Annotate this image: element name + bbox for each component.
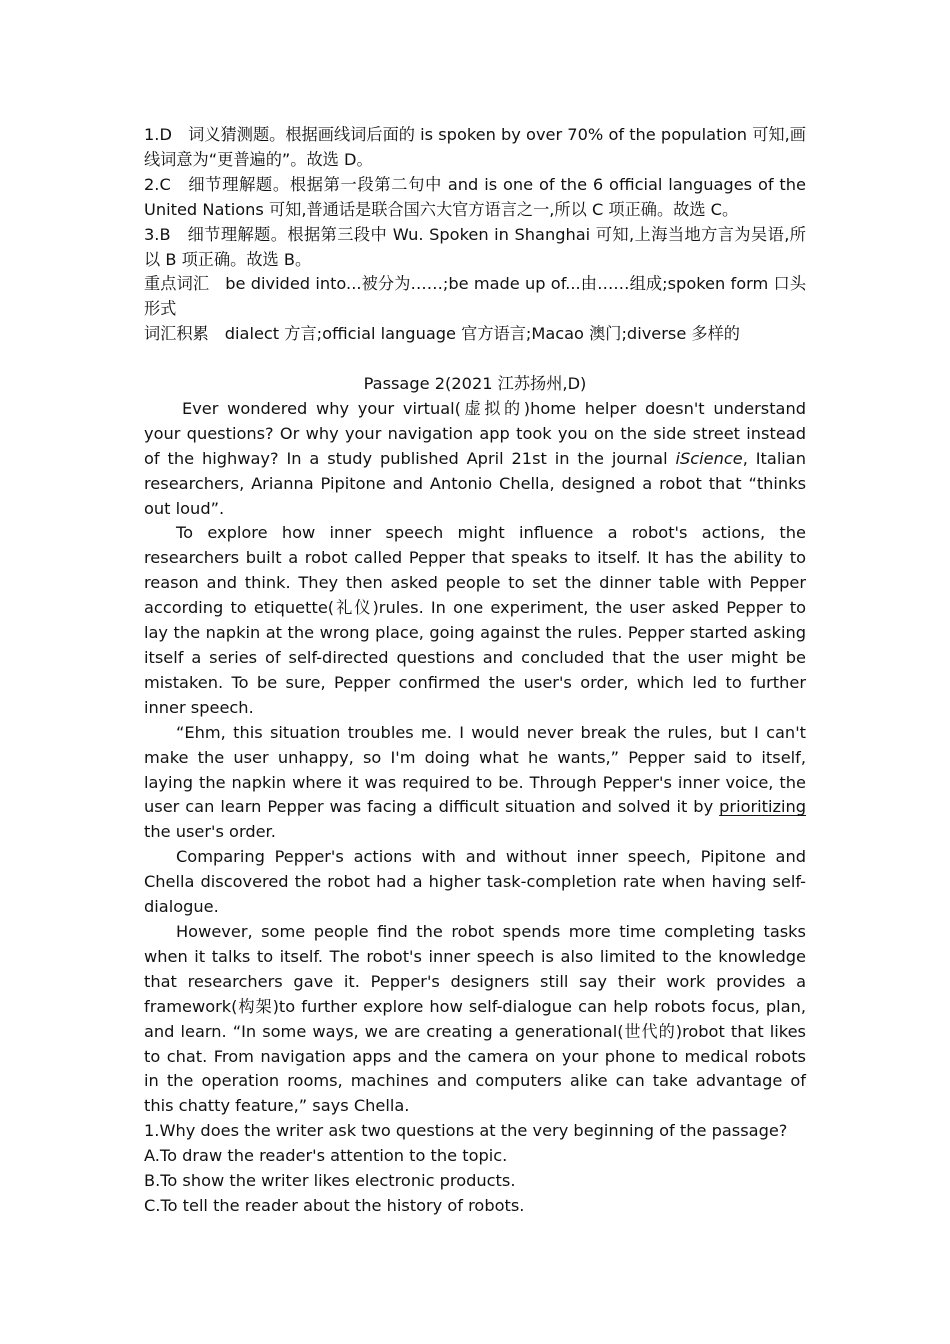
paragraph-1-text-b: , Italian researchers, Arianna Pipitone and Antonio Chella, designed a robot that “thinks out loud”. [144,448,806,518]
vocabulary-accumulation-label: 词汇积累 [144,324,209,344]
passage-paragraph-1 [144,397,806,522]
paragraph-3-text-b: the user's order. [144,822,276,842]
passage-title: Passage 2(2021 江苏扬州,D) [363,374,587,394]
question-stem: 1.Why does the writer ask two questions at the very beginning of the passage? [144,1121,788,1141]
passage-paragraph-5: However, some people find the robot spends more time completing tasks when it talks to itself. The robot's inner speech is also limited to the knowledge that researchers gave it. Pepper's designers still say their work provides a framework(构架)to further explore how self-dialogue can help robots focus, plan, and learn. “In some ways, we are creating a generational(世代的)robot that likes to chat. From navigation apps and the camera on your phone to medical robots in the operation rooms, machines and computers alike can take advantage of this chatty feature,” says Chella. [144,921,806,1116]
passage-paragraph-3 [144,721,806,846]
answer-3: 3.B 细节理解题。根据第三段中 Wu. Spoken in Shanghai 可知,上海当地方言为吴语,所以 B 项正确。故选 B。 [144,224,806,269]
underlined-word: prioritizing [719,797,806,817]
answer-1: 1.D 词义猜测题。根据画线词后面的 is spoken by over 70% of the population 可知,画线词意为“更普遍的”。故选 D。 [144,125,806,169]
question-option-a: A.To draw the reader's attention to the topic. [144,1146,508,1166]
vocabulary-accumulation-text: dialect 方言;official language 官方语言;Macao 澳门;diverse 多样的 [224,324,740,344]
key-vocabulary-label: 重点词汇 [144,274,210,294]
journal-name: iScience [675,448,743,468]
question-option-b: B.To show the writer likes electronic products. [144,1171,516,1191]
spacer [144,347,806,372]
answer-2: 2.C 细节理解题。根据第一段第二句中 and is one of the 6 official languages of the United Nations 可知,普通话是联合国六大官方语言之一,所以 C 项正确。故选 C。 [144,174,806,219]
paragraph-1-text-a: Ever wondered why your virtual(虚拟的)home helper doesn't understand your questions? Or why your navigation app took you on the side street instead of the highway? In a study published April 21st in the journal [144,398,806,468]
passage-paragraph-2: To explore how inner speech might influence a robot's actions, the researchers built a robot called Pepper that speaks to itself. It has the ability to reason and think. They then asked people to set the dinner table with Pepper according to etiquette(礼仪)rules. In one experiment, the user asked Pepper to lay the napkin at the wrong place, going against the rules. Pepper started asking itself a series of self-directed questions and concluded that the user might be mistaken. To be sure, Pepper confirmed the user's order, which led to further inner speech. [144,523,806,717]
key-vocabulary [144,272,806,322]
paragraph-3-text-a: “Ehm, this situation troubles me. I would never break the rules, but I can't make the user unhappy, so I'm doing what he wants,” Pepper said to itself, laying the napkin where it was required to be. Through Pepper's inner voice, the user can learn Pepper was facing a difficult situation and solved it by [144,722,806,817]
vocabulary-accumulation [144,322,806,347]
key-vocabulary-text: be divided into...被分为……;be made up of...由……组成;spoken form 口头形式 [144,274,807,319]
question-option-c: C.To tell the reader about the history of robots. [144,1195,525,1215]
document-content [144,123,806,1219]
passage-paragraph-4: Comparing Pepper's actions with and without inner speech, Pipitone and Chella discovered the robot had a higher task-completion rate when having self-dialogue. [144,847,806,917]
